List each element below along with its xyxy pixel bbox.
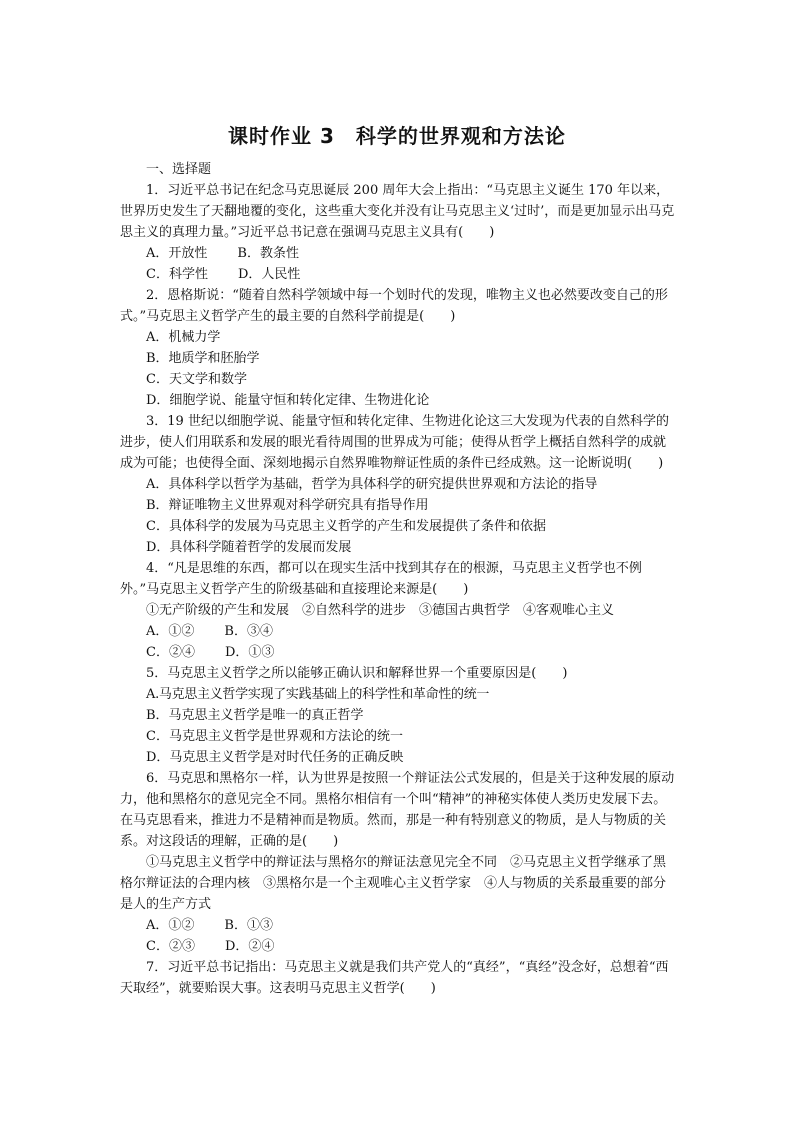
question-5-option-a: A.马克思主义哲学实现了实践基础上的科学性和革命性的统一 xyxy=(146,687,490,702)
question-5-option-c: C．马克思主义哲学是世界观和方法论的统一 xyxy=(146,729,403,744)
question-6-options-row-2 xyxy=(120,936,676,957)
option-b: B．①③ xyxy=(224,918,273,933)
option-c: C．②④ xyxy=(146,645,195,660)
question-5-stem: 5．马克思主义哲学之所以能够正确认识和解释世界一个重要原因是( ) xyxy=(146,666,568,681)
question-4-options-row-1 xyxy=(120,621,676,642)
question-2-option-a: A．机械力学 xyxy=(146,330,221,345)
option-a: A．①② xyxy=(146,918,195,933)
option-b: B．③④ xyxy=(224,624,273,639)
option-a: A．①② xyxy=(146,624,195,639)
question-2-option-b: B．地质学和胚胎学 xyxy=(146,351,260,366)
question-1-stem: 1．习近平总书记在纪念马克思诞辰 200 周年大会上指出：“马克思主义诞生 170 年以来，世界历史发生了天翻地覆的变化，这些重大变化并没有让马克思主义‘过时’，而是更加显示出马克思主义的真理力量。”习近平总书记意在强调马克思主义具有( ) xyxy=(120,183,675,240)
question-6-items: ①马克思主义哲学中的辩证法与黑格尔的辩证法意见完全不同 ②马克思主义哲学继承了黑格尔辩证法的合理内核 ③黑格尔是一个主观唯心主义哲学家 ④人与物质的关系最重要的部分是人的生产方式 xyxy=(120,855,667,912)
option-d: D．人民性 xyxy=(237,267,301,282)
question-5-option-b: B．马克思主义哲学是唯一的真正哲学 xyxy=(146,708,364,723)
question-2-option-d: D．细胞学说、能量守恒和转化定律、生物进化论 xyxy=(146,393,430,408)
question-6-options-row-1 xyxy=(120,915,676,936)
question-6-stem: 6．马克思和黑格尔一样，认为世界是按照一个辩证法公式发展的，但是关于这种发展的原动力，他和黑格尔的意见完全不同。黑格尔相信有一个叫“精神”的神秘实体使人类历史发展下去。在马克思看来，推进力不是精神而是物质。然而，那是一种有特别意义的物质，是人与物质的关系。对这段话的理解，正确的是( ) xyxy=(120,771,675,849)
question-3-option-b: B．辩证唯物主义世界观对科学研究具有指导作用 xyxy=(146,498,429,513)
option-d: D．①③ xyxy=(224,645,275,660)
question-7-stem: 7．习近平总书记指出：马克思主义就是我们共产党人的“真经”，“真经”没念好，总想着“西天取经”，就要贻误大事。这表明马克思主义哲学( ) xyxy=(120,960,669,996)
option-b: B．教条性 xyxy=(237,246,299,261)
question-1-options-row-1 xyxy=(120,243,676,264)
question-2-option-c: C．天文学和数学 xyxy=(146,372,247,387)
question-3-stem: 3．19 世纪以细胞学说、能量守恒和转化定律、生物进化论这三大发现为代表的自然科学的进步，使人们用联系和发展的眼光看待周围的世界成为可能；使得从哲学上概括自然科学的成就成为可能；也使得全面、深刻地揭示自然界唯物辩证性质的条件已经成熟。这一论断说明( ) xyxy=(120,414,669,471)
question-list xyxy=(120,159,676,999)
question-2-stem: 2．恩格斯说：“随着自然科学领域中每一个划时代的发现，唯物主义也必然要改变自己的形式。”马克思主义哲学产生的最主要的自然科学前提是( ) xyxy=(120,288,668,324)
option-c: C．②③ xyxy=(146,939,195,954)
question-3-option-d: D．具体科学随着哲学的发展而发展 xyxy=(146,540,352,555)
question-4-options-row-2 xyxy=(120,642,676,663)
page-title: 课时作业 3 科学的世界观和方法论 xyxy=(228,124,566,148)
option-c: C．科学性 xyxy=(146,267,208,282)
question-1-options-row-2 xyxy=(120,264,676,285)
section-heading: 一、选择题 xyxy=(146,162,212,177)
option-d: D．②④ xyxy=(224,939,275,954)
question-4-stem: 4．“凡是思维的东西，都可以在现实生活中找到其存在的根源，马克思主义哲学也不例外。”马克思主义哲学产生的阶级基础和直接理论来源是( ) xyxy=(120,561,642,597)
question-4-items: ①无产阶级的产生和发展 ②自然科学的进步 ③德国古典哲学 ④客观唯心主义 xyxy=(146,603,615,618)
question-3-option-a: A．具体科学以哲学为基础，哲学为具体科学的研究提供世界观和方法论的指导 xyxy=(146,477,598,492)
question-3-option-c: C．具体科学的发展为马克思主义哲学的产生和发展提供了条件和依据 xyxy=(146,519,546,534)
option-a: A．开放性 xyxy=(146,246,208,261)
question-5-option-d: D．马克思主义哲学是对时代任务的正确反映 xyxy=(146,750,404,765)
